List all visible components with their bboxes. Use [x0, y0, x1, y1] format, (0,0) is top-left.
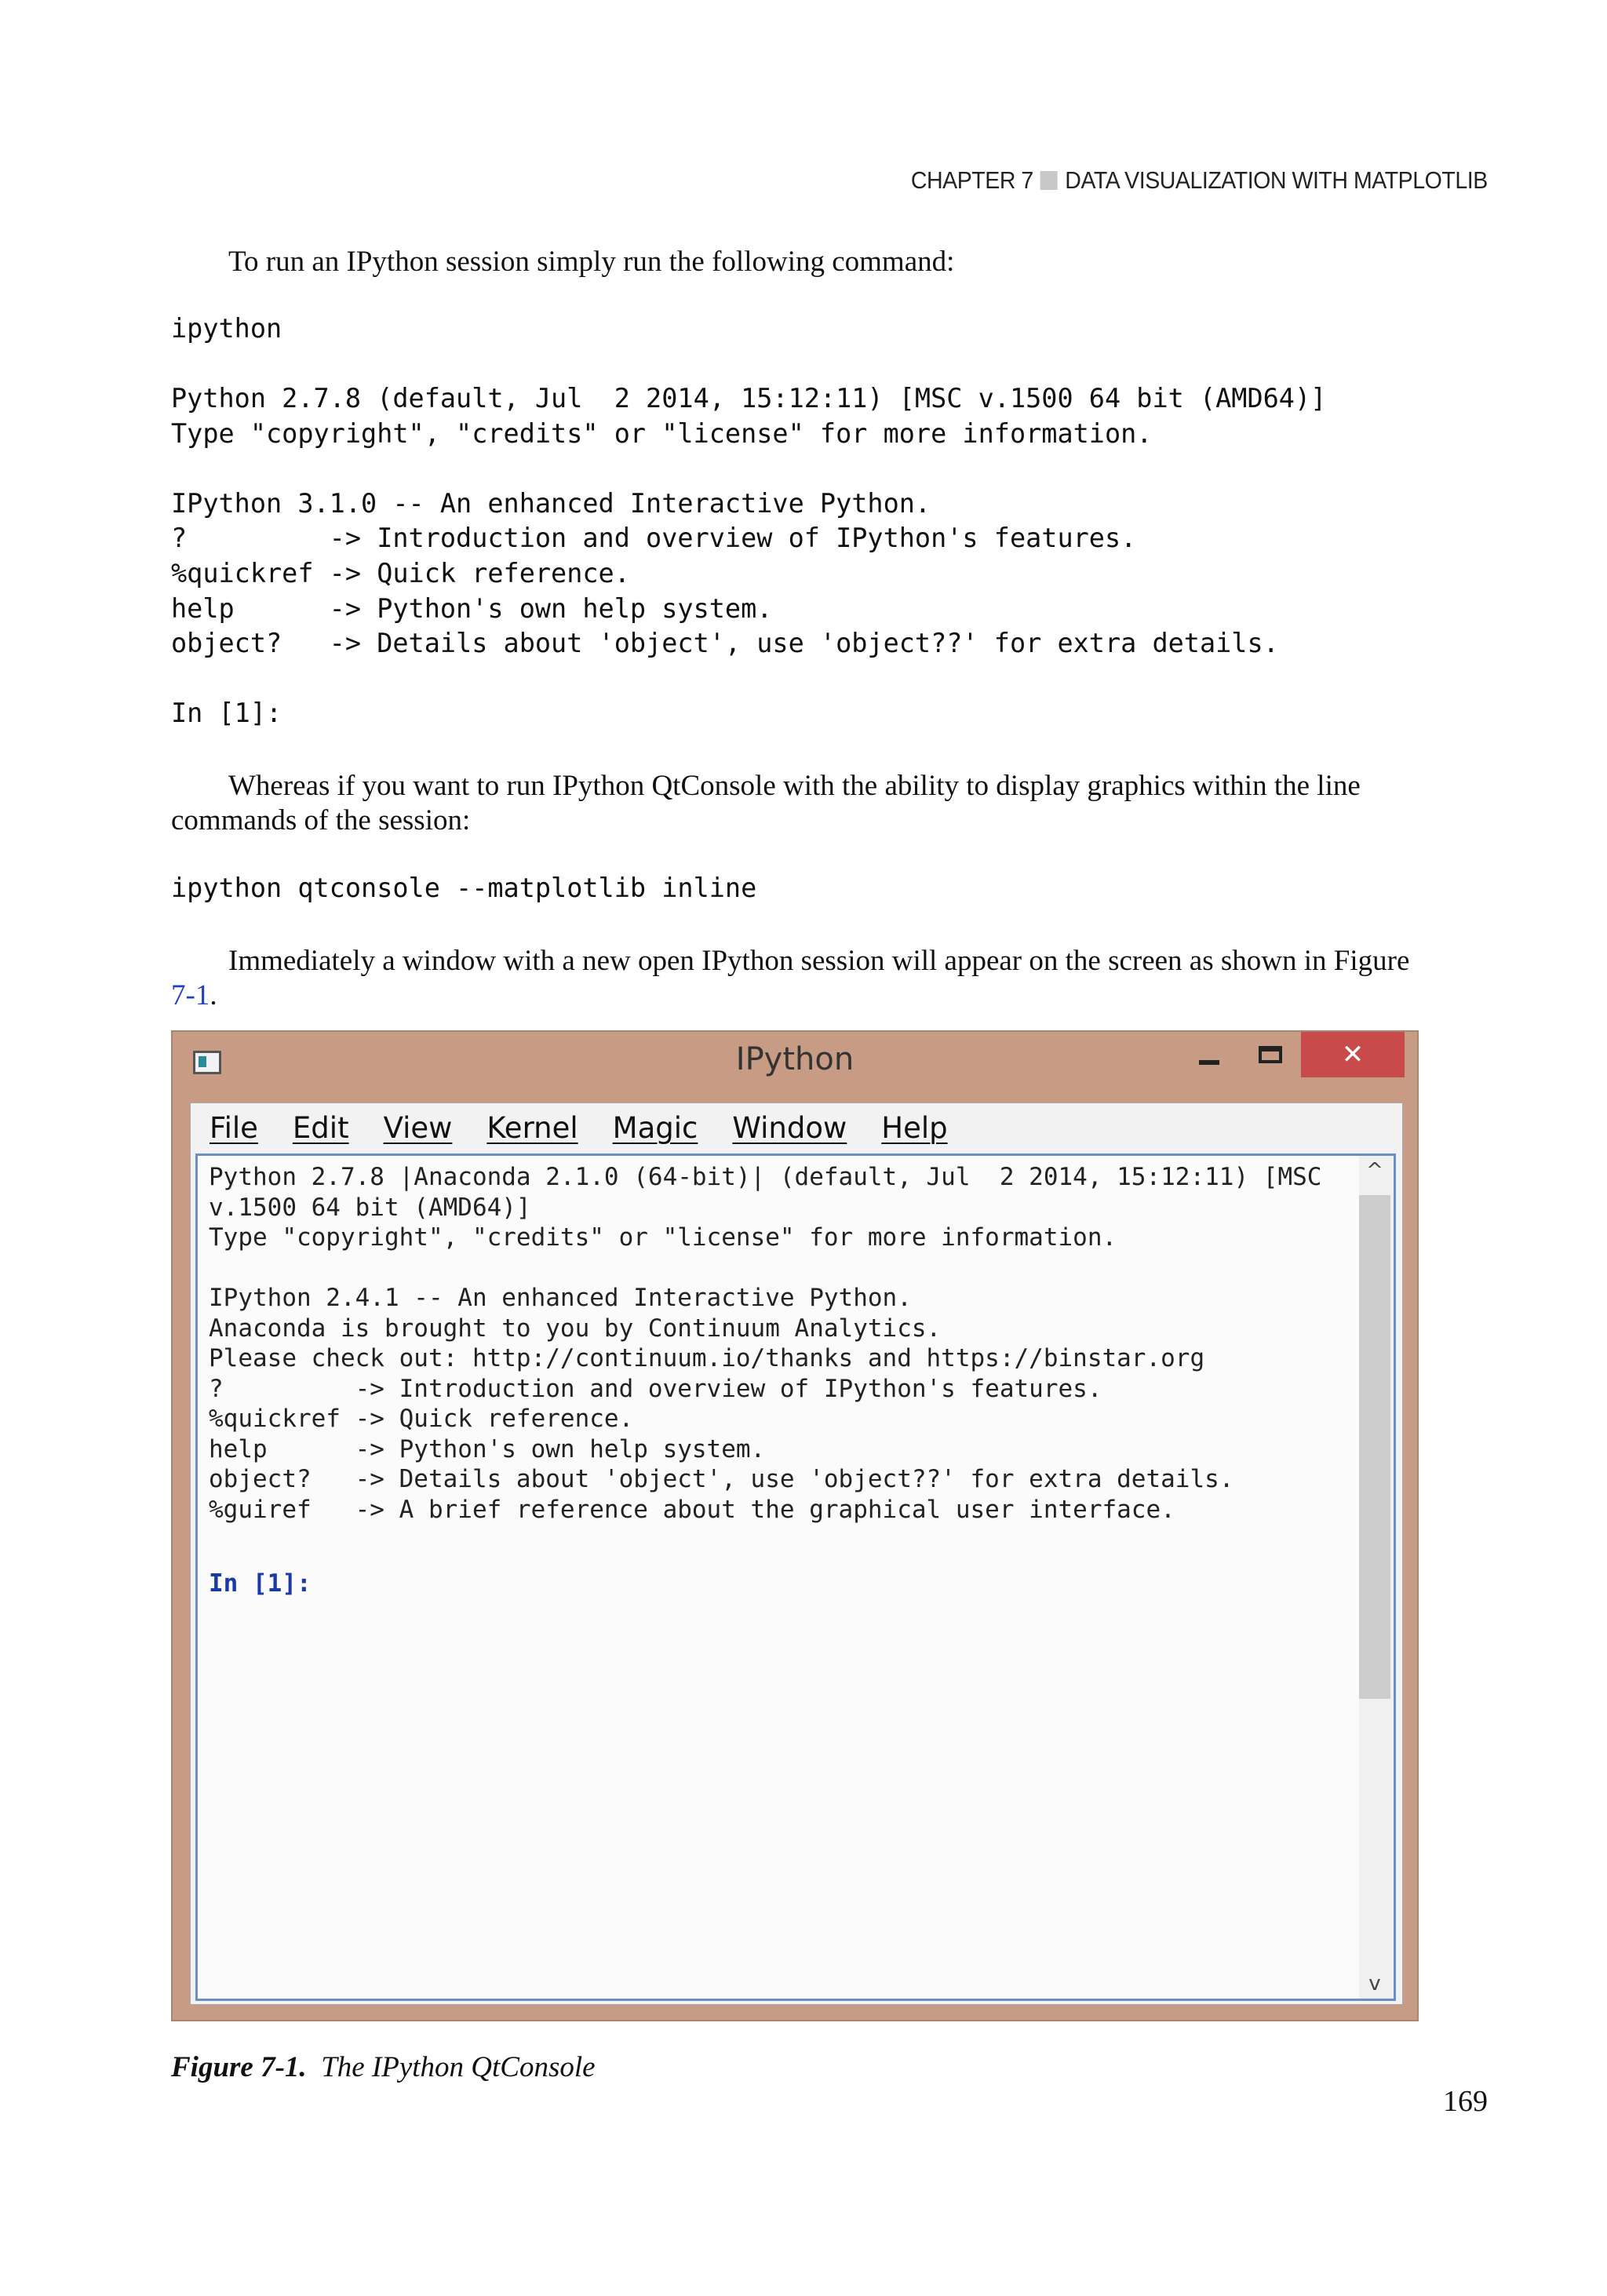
scroll-down-icon[interactable]: v: [1368, 1972, 1381, 1995]
paragraph-1: To run an IPython session simply run the following command:: [228, 246, 955, 278]
menu-window[interactable]: Window: [732, 1110, 847, 1145]
scroll-up-icon[interactable]: ^: [1366, 1159, 1383, 1183]
page-number: 169: [1443, 2085, 1488, 2118]
section-label: DATA VISUALIZATION WITH MATPLOTLIB: [1065, 166, 1488, 194]
menu-file[interactable]: File: [210, 1110, 258, 1145]
menu-help[interactable]: Help: [881, 1110, 948, 1145]
running-header: [911, 166, 1488, 195]
window-title: IPython: [735, 1041, 855, 1077]
figure-caption-text: The IPython QtConsole: [321, 2051, 596, 2083]
figure-caption: [171, 2050, 596, 2084]
console-prompt: In [1]:: [209, 1569, 312, 1598]
paragraph-2: Whereas if you want to run IPython QtConsole with the ability to display graphics within the line commands of the session:: [171, 770, 1361, 836]
header-separator-square: [1040, 171, 1058, 190]
console-output: Python 2.7.8 |Anaconda 2.1.0 (64-bit)| (default, Jul 2 2014, 15:12:11) [MSC v.1500 64 bit (AMD64)] Type "copyright", "credits" or "license" for more information. IPython 2.4.1 -- An enhanced Interactive Python. Anaconda is brought to you by Continuum Analytics. Please check out: http://continuum.io/thanks and https://binstar.org ? -> Introduction and overview of IPython's features. %quickref -> Quick reference. help -> Python's own help system. object? -> Details about 'object', use 'object??' for extra details. %guiref -> A brief reference about the graphical user interface.: [209, 1163, 1322, 1524]
paragraph-3-end: .: [210, 979, 217, 1011]
ipython-window-screenshot: [171, 1030, 1419, 2021]
code-ipython-session: Python 2.7.8 (default, Jul 2 2014, 15:12:11) [MSC v.1500 64 bit (AMD64)] Type "copyright", "credits" or "license" for more information. IPython 3.1.0 -- An enhanced Interactive Python. ? -> Introduction and overview of IPython's features. %quickref -> Quick reference. help -> Python's own help system. object? -> Details about 'object', use 'object??' for extra details. In [1]:: [171, 383, 1327, 729]
paragraph-3-text: Immediately a window with a new open IPython session will appear on the screen as shown in Figure: [228, 945, 1410, 977]
minimize-button[interactable]: [1199, 1060, 1219, 1065]
menu-kernel[interactable]: Kernel: [486, 1110, 578, 1145]
console-area[interactable]: [195, 1153, 1396, 2001]
maximize-button[interactable]: [1259, 1046, 1282, 1063]
scrollbar-thumb[interactable]: [1359, 1195, 1390, 1699]
code-command-ipython: ipython: [171, 313, 282, 344]
code-command-qtconsole: ipython qtconsole --matplotlib inline: [171, 873, 757, 903]
menu-edit[interactable]: Edit: [292, 1110, 349, 1145]
menu-bar: [191, 1103, 982, 1152]
figure-link[interactable]: 7-1: [171, 979, 210, 1011]
chapter-label: CHAPTER 7: [911, 166, 1034, 194]
menu-magic[interactable]: Magic: [612, 1110, 698, 1145]
figure-caption-label: Figure 7-1.: [171, 2051, 307, 2083]
vertical-scrollbar[interactable]: [1359, 1156, 1394, 1999]
close-button[interactable]: ✕: [1301, 1032, 1405, 1077]
paragraph-3: [171, 944, 1434, 1013]
menu-view[interactable]: View: [383, 1110, 453, 1145]
window-client-area: [190, 1102, 1403, 2005]
